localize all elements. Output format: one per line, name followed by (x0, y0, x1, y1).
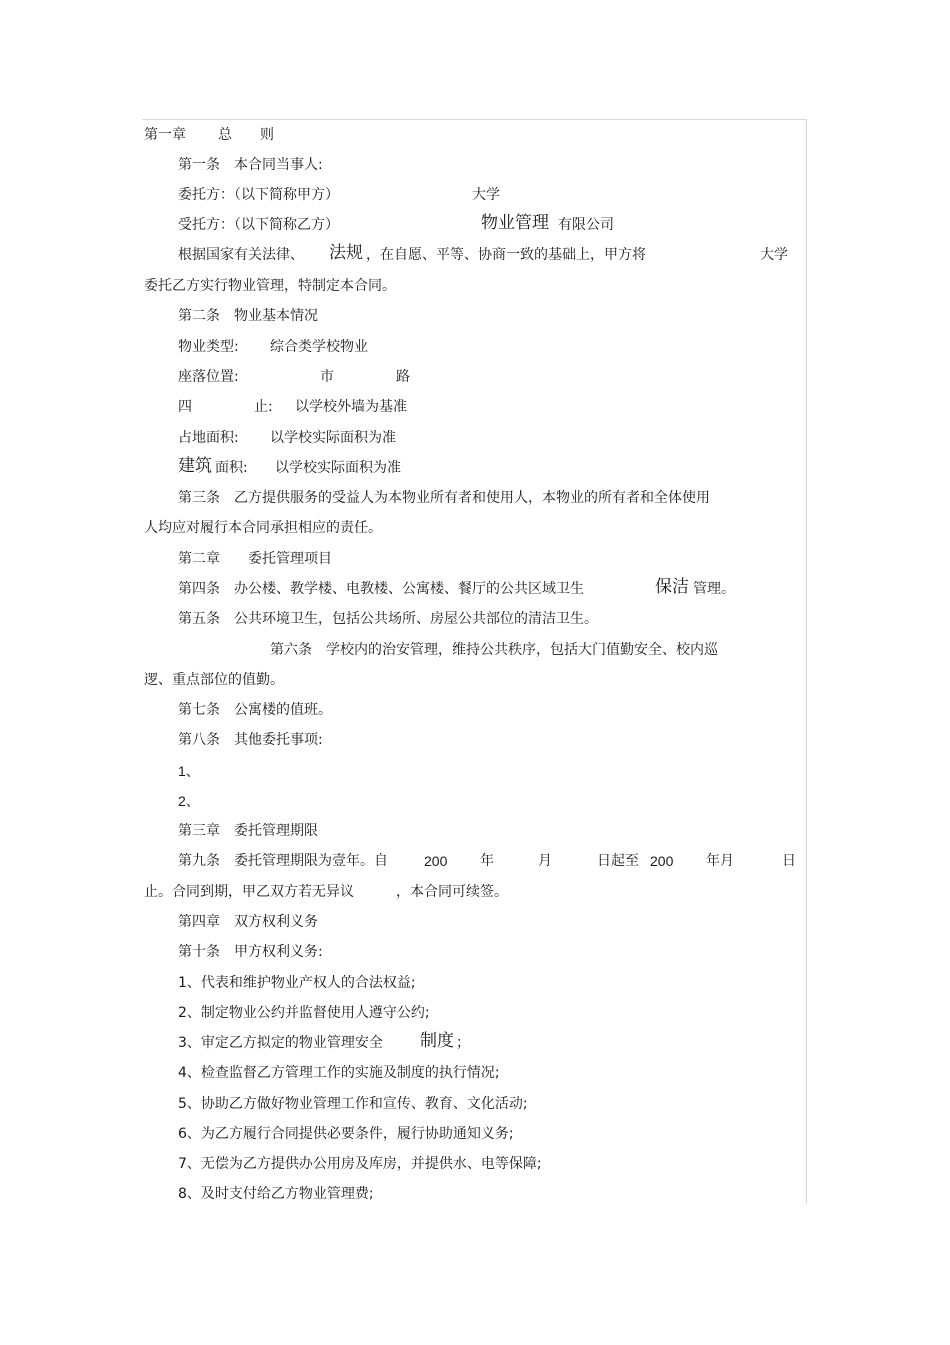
chapter-1-label: 第一章 (144, 127, 186, 143)
duty-1: 1、代表和维护物业产权人的合法权益; (178, 975, 416, 991)
intro-part-a: 根据国家有关法律、 (178, 247, 304, 263)
duty-8: 8、及时支付给乙方物业管理费; (178, 1186, 374, 1202)
duty-3-part-b: 制度 (420, 1031, 454, 1051)
article-9-line-2-part-a: 止。合同到期，甲乙双方若无异议 (144, 884, 354, 900)
property-type-label: 物业类型: (178, 339, 239, 355)
duty-3-part-a: 3、审定乙方拟定的物业管理安全 (178, 1035, 383, 1051)
article-9-month-label: 月 (538, 853, 552, 869)
party-a-name: 大学 (472, 187, 500, 203)
chapter-1-title-part-1: 总 (218, 127, 232, 143)
duty-2: 2、制定物业公约并监督使用人遵守公约; (178, 1005, 430, 1021)
building-area-label: 面积: (215, 460, 248, 476)
intro-part-b: 法规 (329, 243, 363, 263)
article-9-part-a: 第九条 委托管理期限为壹年。自 (178, 853, 388, 869)
article-7: 第七条 公寓楼的值班。 (178, 702, 332, 718)
article-9-year-month-label: 年月 (706, 853, 734, 869)
land-area-value: 以学校实际面积为准 (270, 430, 396, 446)
property-type-value: 综合类学校物业 (270, 339, 368, 355)
chapter-2: 第二章 委托管理项目 (178, 551, 332, 567)
article-3-line-1: 第三条 乙方提供服务的受益人为本物业所有者和使用人，本物业的所有者和全体使用 (178, 490, 710, 506)
chapter-1-title-part-2: 则 (260, 127, 274, 143)
location-road: 路 (396, 369, 410, 385)
article-9-day-label: 日起至 (597, 853, 639, 869)
article-1: 第一条 本合同当事人: (178, 157, 323, 173)
duty-3-part-c: ； (456, 1035, 470, 1051)
article-6-line-1: 第六条 学校内的治安管理，维持公共秩序，包括大门值勤安全、校内巡 (270, 642, 718, 658)
article-8-item-1: 1、 (178, 763, 200, 779)
building-area-value: 以学校实际面积为准 (275, 460, 401, 476)
chapter-3: 第三章 委托管理期限 (178, 823, 318, 839)
party-b-name-small: 有限公司 (558, 217, 614, 233)
article-4-part-a: 第四条 办公楼、教学楼、电教楼、公寓楼、餐厅的公共区域卫生 (178, 581, 584, 597)
building-area-label-large: 建筑 (178, 456, 212, 476)
party-b-label: 受托方：（以下简称乙方） (178, 217, 339, 233)
article-4-part-c: 管理。 (693, 581, 735, 597)
article-9-year-label: 年 (480, 853, 494, 869)
duty-6: 6、为乙方履行合同提供必要条件，履行协助通知义务; (178, 1126, 514, 1142)
article-9-day-end-label: 日 (782, 853, 796, 869)
article-10: 第十条 甲方权利义务: (178, 944, 323, 960)
duty-5: 5、协助乙方做好物业管理工作和宣传、教育、文化活动; (178, 1096, 528, 1112)
article-8-item-2: 2、 (178, 793, 200, 809)
chapter-4: 第四章 双方权利义务 (178, 914, 318, 930)
article-9-year-start: 200 (424, 853, 448, 869)
article-3-line-2: 人均应对履行本合同承担相应的责任。 (144, 520, 382, 536)
article-9-year-end: 200 (650, 853, 674, 869)
land-area-label: 占地面积: (178, 430, 239, 446)
duty-4: 4、检查监督乙方管理工作的实施及制度的执行情况; (178, 1065, 500, 1081)
article-2: 第二条 物业基本情况 (178, 308, 318, 324)
article-5: 第五条 公共环境卫生，包括公共场所、房屋公共部位的清洁卫生。 (178, 611, 598, 627)
article-8: 第八条 其他委托事项: (178, 732, 323, 748)
boundaries-label-a: 四 (178, 399, 192, 415)
article-9-line-2-part-b: ，本合同可续签。 (396, 884, 508, 900)
intro-line-2: 委托乙方实行物业管理，特制定本合同。 (144, 278, 396, 294)
duty-7: 7、无偿为乙方提供办公用房及库房，并提供水、电等保障; (178, 1156, 542, 1172)
party-b-name-large: 物业管理 (481, 213, 549, 233)
party-a-label: 委托方：（以下简称甲方） (178, 187, 339, 203)
location-label: 座落位置: (178, 369, 239, 385)
intro-part-c: ，在自愿、平等、协商一致的基础上，甲方将 (366, 247, 646, 263)
article-4-part-b: 保洁 (655, 577, 689, 597)
article-6-line-2: 逻、重点部位的值勤。 (144, 672, 284, 688)
boundaries-label-b: 止: (254, 399, 273, 415)
location-city: 市 (320, 369, 334, 385)
boundaries-value: 以学校外墙为基准 (295, 399, 407, 415)
intro-part-d: 大学 (760, 247, 788, 263)
